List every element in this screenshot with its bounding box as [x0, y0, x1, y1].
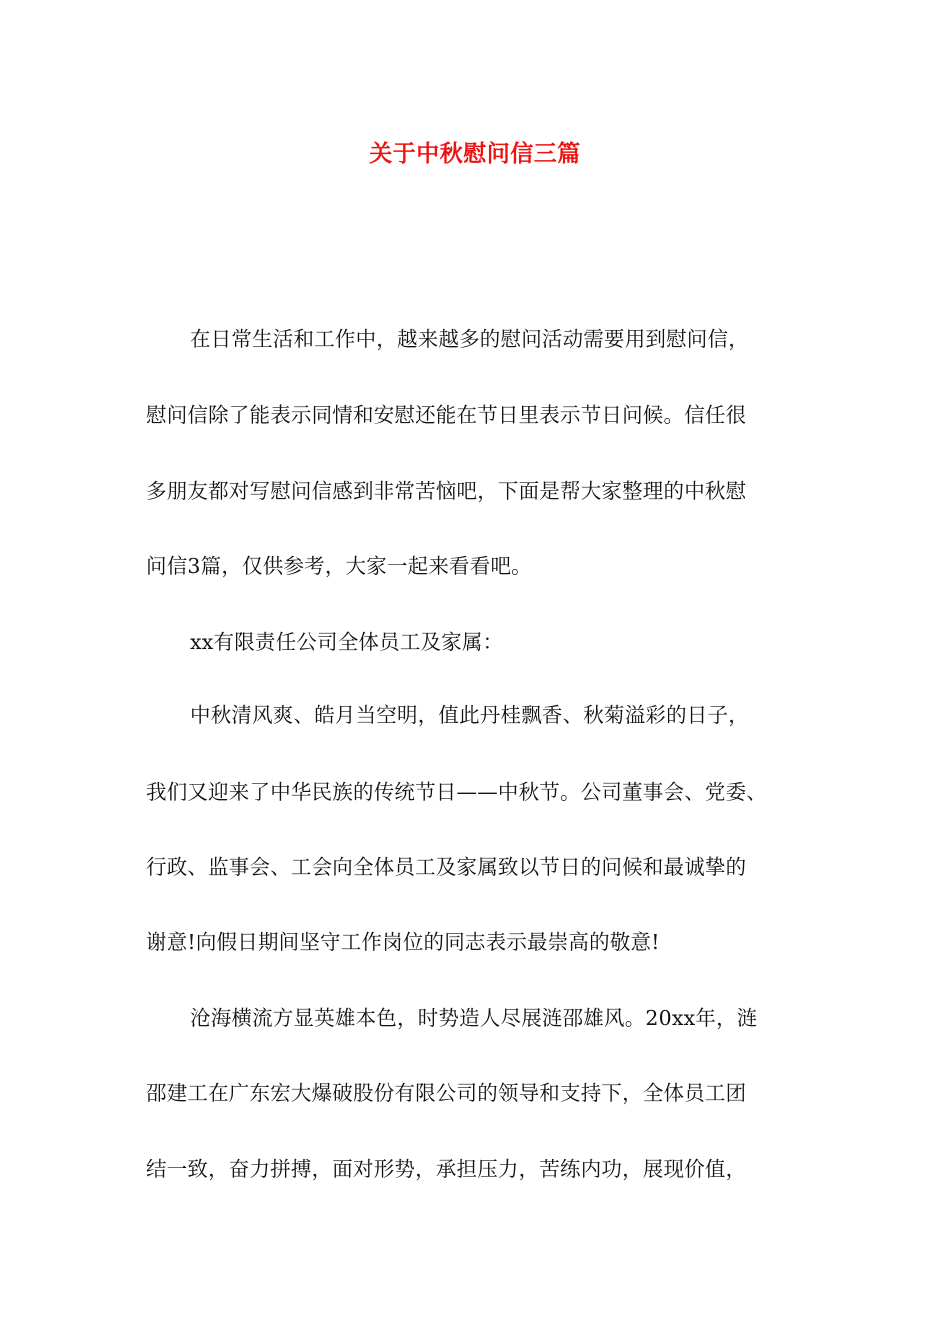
salutation-line: xx有限责任公司全体员工及家属：	[190, 630, 504, 654]
paragraph-2-line-4: 谢意!向假日期间坚守工作岗位的同志表示最崇高的敬意!	[146, 930, 660, 954]
document-title: 关于中秋慰问信三篇	[369, 140, 581, 167]
paragraph-1-line-1: 在日常生活和工作中，越来越多的慰问活动需要用到慰问信，	[190, 327, 749, 351]
paragraph-3-line-2: 邵建工在广东宏大爆破股份有限公司的领导和支持下，全体员工团	[146, 1081, 747, 1105]
paragraph-1-line-2: 慰问信除了能表示同情和安慰还能在节日里表示节日问候。信任很	[146, 403, 747, 427]
paragraph-2-line-1: 中秋清风爽、皓月当空明，值此丹桂飘香、秋菊溢彩的日子，	[190, 703, 749, 727]
paragraph-1-line-3: 多朋友都对写慰问信感到非常苦恼吧，下面是帮大家整理的中秋慰	[146, 479, 747, 503]
paragraph-3-line-3: 结一致，奋力拼搏，面对形势，承担压力，苦练内功，展现价值，	[146, 1157, 747, 1181]
paragraph-3-line-1: 沧海横流方显英雄本色，时势造人尽展涟邵雄风。20xx年，涟	[190, 1006, 758, 1030]
paragraph-2-line-3: 行政、监事会、工会向全体员工及家属致以节日的问候和最诚挚的	[146, 855, 747, 879]
paragraph-1-line-4: 问信3篇，仅供参考，大家一起来看看吧。	[146, 554, 532, 578]
paragraph-2-line-2: 我们又迎来了中华民族的传统节日——中秋节。公司董事会、党委、	[146, 780, 767, 804]
